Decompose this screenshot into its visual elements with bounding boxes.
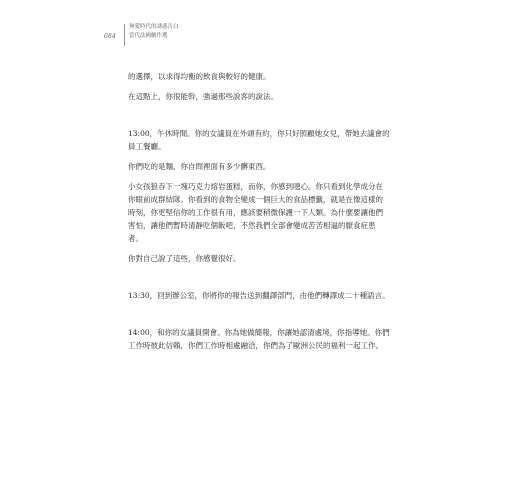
body-text (128, 70, 390, 359)
page-number: 084 (104, 33, 117, 40)
header-divider (124, 24, 125, 46)
paragraph: 14:00，和你的女議員開會。你為她做簡報，你讓她認清處境，你指導她。你們工作時彼此信賴，你們工作時相處融洽，你們為了歐洲公民的福利一起工作。 (128, 328, 390, 350)
paragraph: 13:30，回到辦公室，你將你的報告送到翻譯部門，由他們轉譯成二十種語言。 (128, 291, 390, 300)
header-text (129, 23, 179, 41)
paragraph: 的選擇，以求得均衡的飲食與較好的健康。 (128, 72, 271, 81)
running-header (104, 20, 304, 50)
paragraph: 你們吃的是麵，你自問裡面有多少髒東西。 (128, 162, 271, 171)
paragraph: 在這點上，你很能幹，強過那些說客的說法。 (128, 92, 278, 101)
book-title: 無愛時代的誘惑告白 (129, 24, 179, 30)
series-name: 當代法國劇作選 (129, 33, 168, 39)
paragraph: 13:00，午休時間。你的女議員在外頭有約，你只好照顧她女兒，帶她去議會的員工餐廳。 (128, 129, 390, 151)
paragraph: 小女孩狼吞下一塊巧克力熔岩蛋糕，而你，你感到噁心。你只看到化學成分在你眼前成群結隊。你看到的食物全變成一個巨大的食品標籤，就是在像這樣的時刻，你更堅信你的工作很有用，應該要稍微保護一下人類。為什麼要讓他們害怕，讓他們暫時清靜吃個飯吧，不然我們全部會變成苦苦相逼的厭食症患者。 (128, 182, 383, 243)
paragraph: 你對自己說了這些，你感覺很好。 (128, 254, 241, 263)
